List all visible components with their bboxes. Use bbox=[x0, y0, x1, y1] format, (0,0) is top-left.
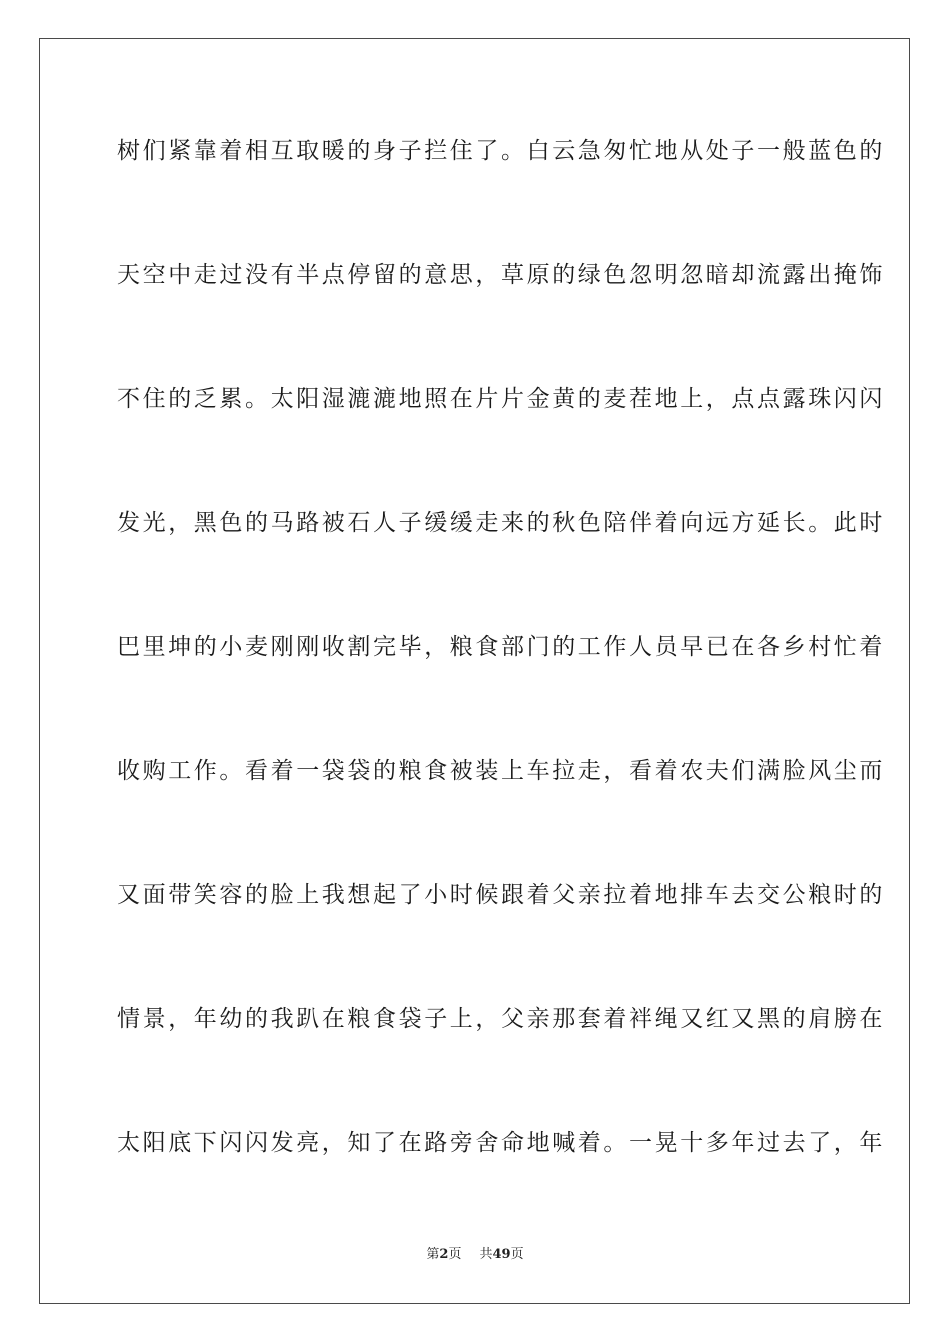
body-text-line-7: 又面带笑容的脸上我想起了小时候跟着父亲拉着地排车去交公粮时的 bbox=[117, 882, 885, 908]
page-footer bbox=[0, 1246, 950, 1264]
page-label-prefix: 第 bbox=[426, 1247, 440, 1262]
body-text-line-2: 天空中走过没有半点停留的意思，草原的绿色忽明忽暗却流露出掩饰 bbox=[117, 262, 885, 288]
body-text-line-3: 不住的乏累。太阳湿漉漉地照在片片金黄的麦茬地上，点点露珠闪闪 bbox=[117, 386, 885, 412]
body-text-line-6: 收购工作。看着一袋袋的粮食被装上车拉走，看着农夫们满脸风尘而 bbox=[117, 758, 885, 784]
total-label-prefix: 共 bbox=[479, 1247, 493, 1262]
total-label-suffix: 页 bbox=[510, 1247, 524, 1262]
body-text-line-5: 巴里坤的小麦刚刚收割完毕，粮食部门的工作人员早已在各乡村忙着 bbox=[117, 634, 885, 660]
body-text-line-8: 情景，年幼的我趴在粮食袋子上，父亲那套着袢绳又红又黑的肩膀在 bbox=[117, 1006, 885, 1032]
page-number: 2 bbox=[439, 1247, 449, 1262]
body-text-line-9: 太阳底下闪闪发亮，知了在路旁舍命地喊着。一晃十多年过去了，年 bbox=[117, 1130, 885, 1156]
page-border bbox=[39, 38, 910, 1304]
body-text-line-1: 树们紧靠着相互取暖的身子拦住了。白云急匆忙地从处子一般蓝色的 bbox=[117, 138, 885, 164]
total-pages: 49 bbox=[492, 1247, 511, 1262]
page-label-suffix: 页 bbox=[448, 1247, 462, 1262]
body-text-line-4: 发光，黑色的马路被石人子缓缓走来的秋色陪伴着向远方延长。此时 bbox=[117, 510, 885, 536]
